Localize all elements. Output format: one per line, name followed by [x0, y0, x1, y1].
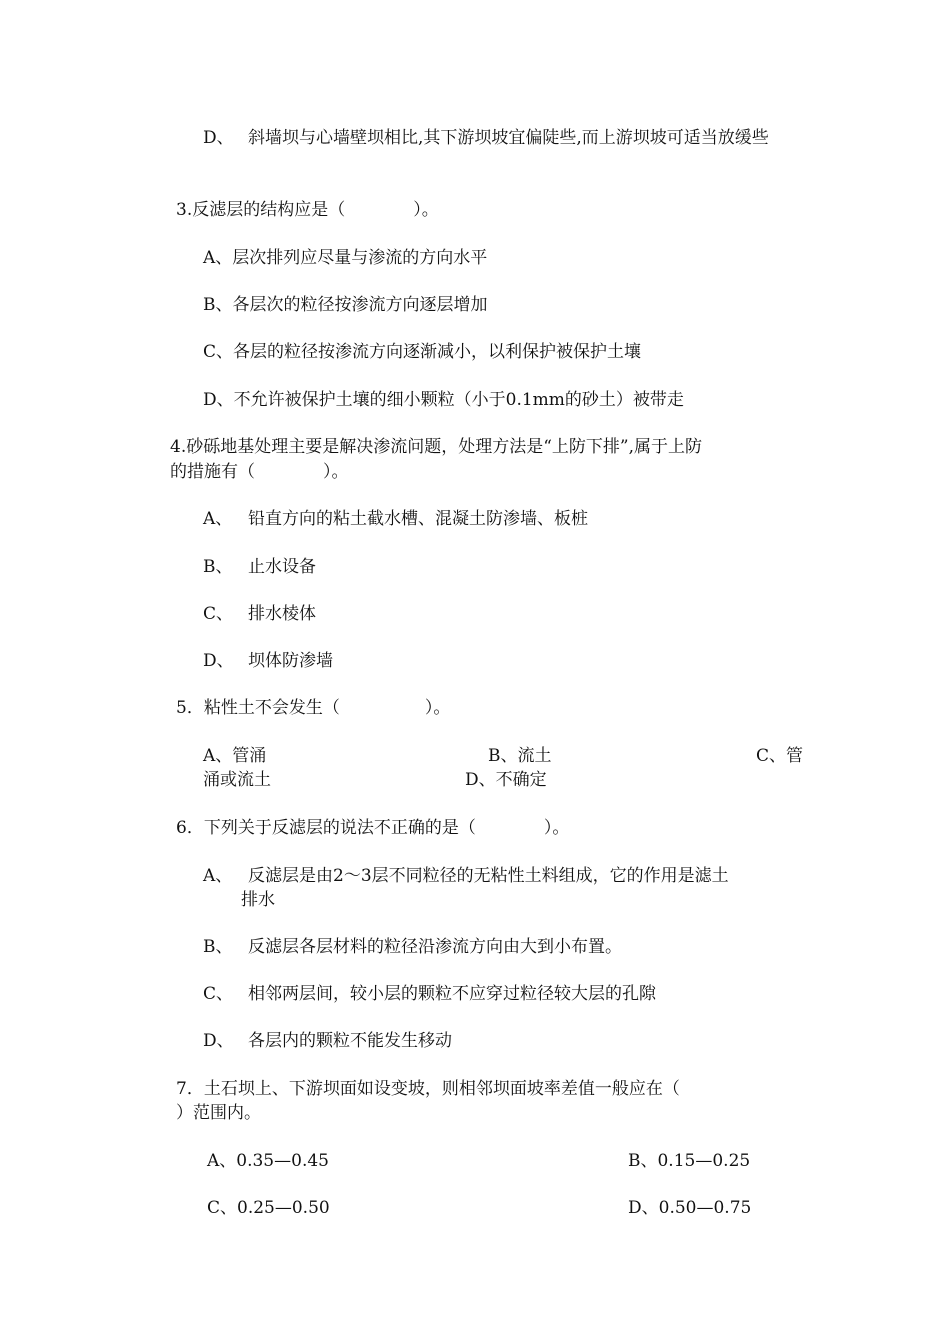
q6-option-b-text: 反滤层各层材料的粒径沿渗流方向由大到小布置。: [248, 937, 622, 957]
q7-option-a: A、0.35—0.45: [207, 1151, 329, 1171]
q4-option-c-label: C、: [203, 604, 234, 624]
q5-option-c-part1: C、管: [756, 746, 804, 766]
q5-stem: 5．粘性土不会发生（ ）。: [176, 698, 451, 718]
q7-option-b: B、0.15—0.25: [628, 1151, 751, 1171]
q4-option-c-text: 排水棱体: [248, 604, 316, 624]
q6-option-a-label: A、: [203, 866, 233, 886]
q6-option-d-label: D、: [203, 1031, 234, 1051]
q4-option-b-label: B、: [203, 557, 233, 577]
q4-option-a-text: 铅直方向的粘土截水槽、混凝土防渗墙、板桩: [248, 509, 588, 529]
q7-stem-line2: ）范围内。: [176, 1103, 261, 1123]
q2-option-d-label: D、: [203, 128, 234, 148]
q6-option-d-text: 各层内的颗粒不能发生移动: [248, 1031, 452, 1051]
q3-option-c: C、各层的粒径按渗流方向逐渐减小，以利保护被保护土壤: [203, 342, 642, 362]
q7-option-c: C、0.25—0.50: [207, 1198, 330, 1218]
q7-stem-line1: 7．土石坝上、下游坝面如设变坡，则相邻坝面坡率差值一般应在（: [176, 1079, 680, 1099]
q4-stem-line1: 4.砂砾地基处理主要是解决渗流问题，处理方法是“上防下排”,属于上防: [170, 437, 703, 457]
q4-option-d-text: 坝体防渗墙: [248, 651, 333, 671]
q6-option-b-label: B、: [203, 937, 233, 957]
q6-option-a-line2: 排水: [241, 890, 275, 910]
q3-stem: 3.反滤层的结构应是（ ）。: [176, 200, 439, 220]
q3-option-d: D、不允许被保护土壤的细小颗粒（小于0.1mm的砂土）被带走: [203, 390, 684, 410]
q6-option-a-line1: 反滤层是由2～3层不同粒径的无粘性土料组成，它的作用是滤土: [248, 866, 729, 886]
q6-stem: 6．下列关于反滤层的说法不正确的是（ ）。: [176, 818, 570, 838]
q3-option-b: B、各层次的粒径按渗流方向逐层增加: [203, 295, 488, 315]
q4-option-d-label: D、: [203, 651, 234, 671]
q5-option-c-part2: 涌或流土: [203, 770, 271, 790]
q3-option-a: A、层次排列应尽量与渗流的方向水平: [203, 248, 488, 268]
q4-option-a-label: A、: [203, 509, 233, 529]
q4-option-b-text: 止水设备: [248, 557, 316, 577]
q5-option-b: B、流土: [488, 746, 552, 766]
q7-option-d: D、0.50—0.75: [628, 1198, 752, 1218]
q4-stem-line2: 的措施有（ ）。: [170, 462, 349, 482]
q2-option-d-text: 斜墙坝与心墙壁坝相比,其下游坝坡宜偏陡些,而上游坝坡可适当放缓些: [248, 128, 769, 148]
q6-option-c-text: 相邻两层间，较小层的颗粒不应穿过粒径较大层的孔隙: [248, 984, 656, 1004]
q6-option-c-label: C、: [203, 984, 234, 1004]
q5-option-a: A、管涌: [203, 746, 267, 766]
q5-option-d: D、不确定: [465, 770, 547, 790]
